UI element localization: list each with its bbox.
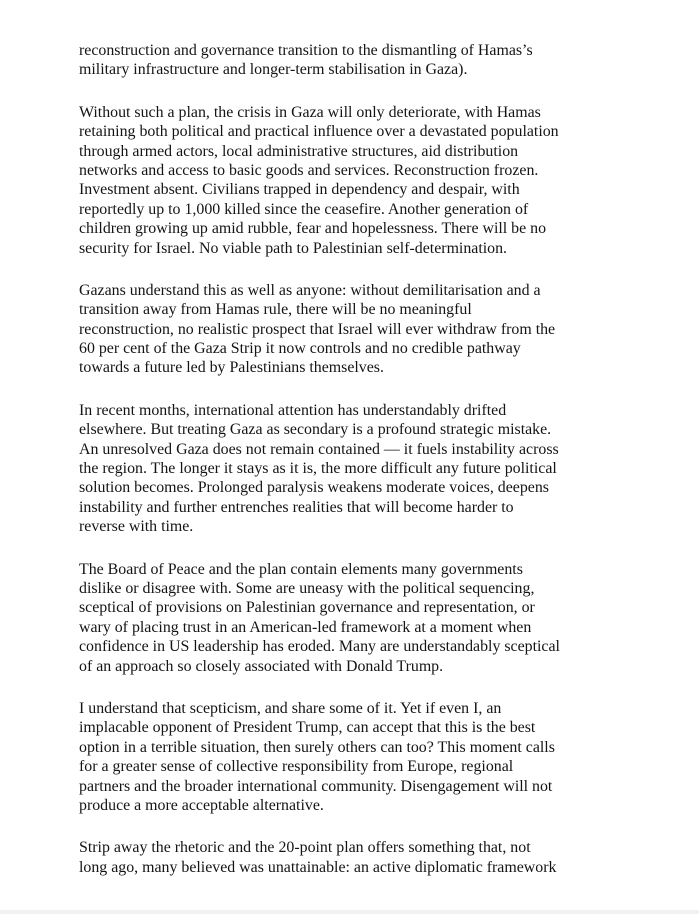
paragraph-3 [79, 281, 679, 378]
text-line: produce a more acceptable alternative. [79, 796, 324, 814]
text-line: partners and the broader international community. Disengagement will not [79, 777, 553, 795]
document-page [79, 41, 679, 900]
text-line: sceptical of provisions on Palestinian governance and representation, or [79, 599, 535, 617]
text-line: implacable opponent of President Trump, can accept that this is the best [79, 719, 536, 737]
text-line: security for Israel. No viable path to Palestinian self-determination. [79, 239, 508, 257]
text-line: the region. The longer it stays as it is, the more difficult any future political [79, 460, 557, 478]
text-line: through armed actors, local administrative structures, aid distribution [79, 142, 519, 160]
text-line: option in a terrible situation, then surely others can too? This moment calls [79, 738, 555, 756]
text-line: transition away from Hamas rule, there will be no meaningful [79, 301, 472, 319]
text-line: Strip away the rhetoric and the 20-point plan offers something that, not [79, 839, 531, 857]
text-line: of an approach so closely associated with Donald Trump. [79, 657, 444, 675]
text-line: networks and access to basic goods and services. Reconstruction frozen. [79, 161, 539, 179]
paragraph-5 [79, 560, 679, 676]
text-line: retaining both political and practical influence over a devastated population [79, 123, 559, 141]
text-line: solution becomes. Prolonged paralysis weakens moderate voices, deepens [79, 479, 549, 497]
paragraph-7 [79, 838, 679, 877]
page-bottom-edge [0, 910, 699, 914]
text-line: military infrastructure and longer-term stabilisation in Gaza). [79, 61, 468, 79]
text-line: towards a future led by Palestinians themselves. [79, 359, 384, 377]
text-line: reconstruction and governance transition to the dismantling of Hamas’s [79, 42, 533, 59]
text-line: Gazans understand this as well as anyone: without demilitarisation and a [79, 281, 541, 299]
text-line: instability and further entrenches realities that will become harder to [79, 498, 514, 516]
text-line: The Board of Peace and the plan contain elements many governments [79, 560, 523, 578]
text-line: elsewhere. But treating Gaza as secondary is a profound strategic mistake. [79, 421, 552, 439]
text-line: wary of placing trust in an American-led framework at a moment when [79, 618, 532, 636]
paragraph-1 [79, 41, 679, 80]
paragraph-6 [79, 699, 679, 815]
text-line: long ago, many believed was unattainable: an active diplomatic framework [79, 858, 557, 876]
text-line: Without such a plan, the crisis in Gaza will only deteriorate, with Hamas [79, 103, 541, 121]
text-line: reconstruction, no realistic prospect that Israel will ever withdraw from the [79, 320, 556, 338]
text-line: reverse with time. [79, 518, 194, 536]
text-line: reportedly up to 1,000 killed since the ceasefire. Another generation of [79, 200, 529, 218]
text-line: for a greater sense of collective responsibility from Europe, regional [79, 758, 514, 776]
text-line: children growing up amid rubble, fear and hopelessness. There will be no [79, 220, 547, 238]
paragraph-4 [79, 401, 679, 537]
text-line: dislike or disagree with. Some are uneasy with the political sequencing, [79, 579, 535, 597]
paragraph-2 [79, 103, 679, 258]
text-line: I understand that scepticism, and share some of it. Yet if even I, an [79, 699, 502, 717]
text-line: confidence in US leadership has eroded. Many are understandably sceptical [79, 638, 560, 656]
text-line: An unresolved Gaza does not remain contained — it fuels instability across [79, 440, 559, 458]
text-line: In recent months, international attention has understandably drifted [79, 401, 507, 419]
text-line: Investment absent. Civilians trapped in dependency and despair, with [79, 181, 520, 199]
text-line: 60 per cent of the Gaza Strip it now controls and no credible pathway [79, 340, 521, 358]
